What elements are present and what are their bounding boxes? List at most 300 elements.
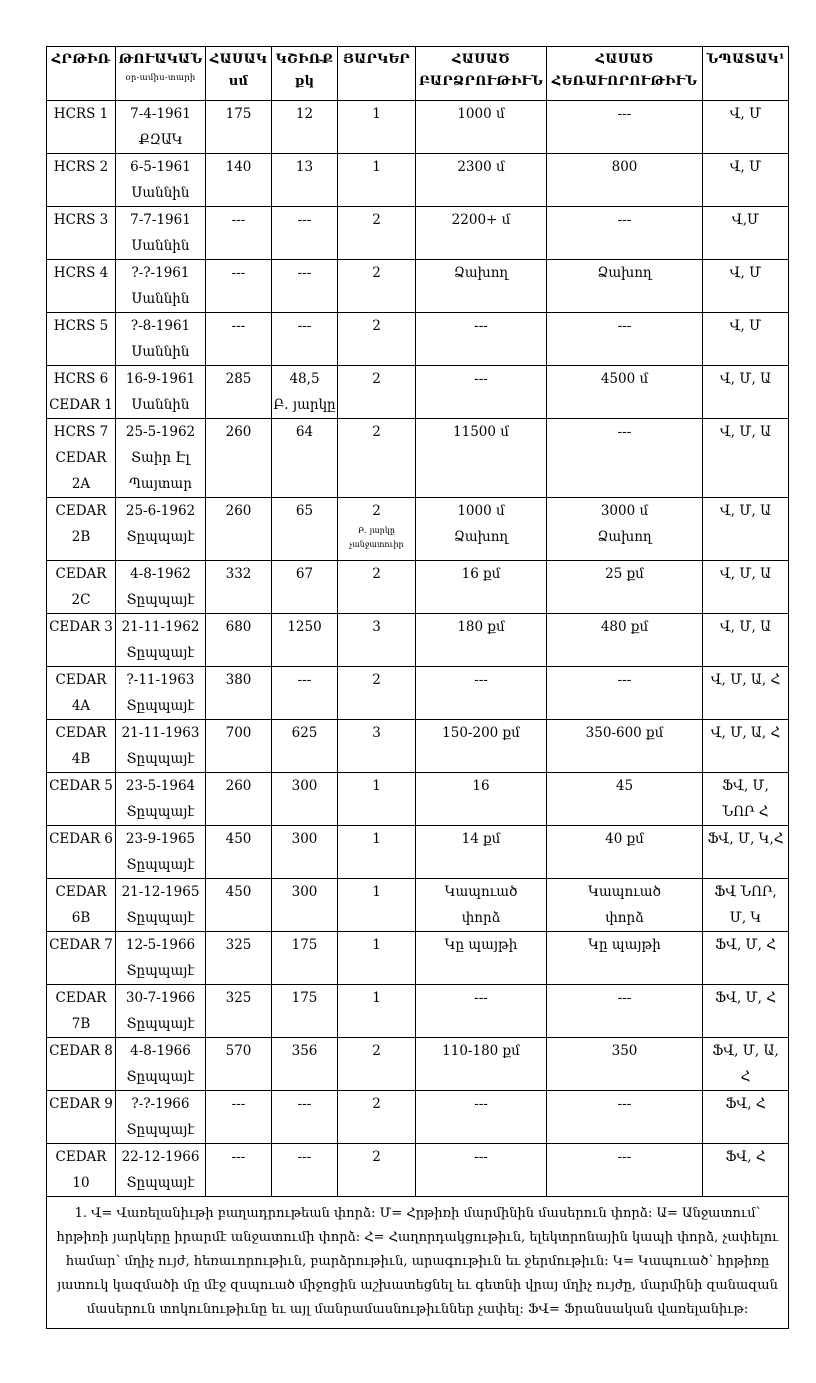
cell-text: CEDAR 8 — [49, 1043, 113, 1059]
cell-date — [116, 419, 206, 498]
column-header — [547, 47, 703, 101]
cell-length — [206, 101, 272, 154]
cell-weight — [272, 498, 338, 561]
cell-text: Սաննին — [131, 344, 190, 360]
cell-weight — [272, 1038, 338, 1091]
cell-weight — [272, 366, 338, 419]
cell-text: Ձախող — [597, 265, 652, 281]
cell-text: 1 — [372, 884, 381, 900]
cell-text: 800 — [611, 159, 638, 175]
table-row — [47, 1091, 789, 1144]
column-header-label: ՀԱՍԱԾ — [595, 52, 654, 67]
cell-text: 2200+ մ — [451, 212, 511, 228]
cell-purpose — [703, 1038, 789, 1091]
table-row — [47, 207, 789, 260]
cell-text: Կը պայթի — [444, 937, 518, 953]
cell-weight — [272, 667, 338, 720]
table-header-row — [47, 47, 789, 101]
cell-text: --- — [231, 265, 246, 281]
cell-text: 6-5-1961 — [130, 159, 191, 175]
cell-purpose — [703, 985, 789, 1038]
cell-length — [206, 561, 272, 614]
cell-range — [547, 720, 703, 773]
cell-stages — [338, 1091, 416, 1144]
rocket-launch-table — [46, 46, 789, 1329]
cell-date — [116, 101, 206, 154]
cell-stages — [338, 879, 416, 932]
column-header — [47, 47, 116, 101]
cell-text: 64 — [295, 424, 314, 440]
cell-text: 700 — [225, 725, 252, 741]
cell-date — [116, 561, 206, 614]
cell-text: --- — [474, 1096, 488, 1112]
cell-date — [116, 1144, 206, 1197]
cell-range — [547, 154, 703, 207]
cell-text: 1 — [372, 937, 381, 953]
cell-text: 2C — [71, 592, 91, 608]
table-row — [47, 561, 789, 614]
cell-range — [547, 207, 703, 260]
table-row — [47, 498, 789, 561]
cell-text: Վ, Մ, Ա, Հ — [710, 672, 781, 688]
cell-text: 1 — [372, 106, 381, 122]
cell-text: 6B — [71, 910, 91, 926]
cell-text: Պայտար — [129, 476, 192, 492]
cell-purpose — [703, 154, 789, 207]
column-header-label: ՅԱՐԿԵՐ — [343, 52, 410, 67]
cell-purpose — [703, 826, 789, 879]
cell-text: 110-180 քմ — [442, 1043, 520, 1059]
cell-text: Տըպպայէ — [126, 1175, 195, 1191]
cell-weight — [272, 313, 338, 366]
cell-text: 325 — [225, 937, 252, 953]
cell-date — [116, 773, 206, 826]
cell-text: 300 — [291, 884, 318, 900]
cell-text: --- — [617, 1096, 632, 1112]
table-row — [47, 720, 789, 773]
cell-text: Վ, Մ, Ա — [719, 424, 772, 440]
cell-text: Վ, Մ — [729, 159, 762, 175]
cell-text: 14 քմ — [461, 831, 501, 847]
cell-text: Տըպպայէ — [126, 963, 195, 979]
column-header — [338, 47, 416, 101]
cell-text: 13 — [295, 159, 314, 175]
cell-purpose — [703, 667, 789, 720]
cell-rocket — [47, 985, 116, 1038]
cell-stages — [338, 826, 416, 879]
cell-rocket — [47, 932, 116, 985]
cell-text: 23-5-1964 — [125, 778, 196, 794]
cell-text: 625 — [291, 725, 318, 741]
cell-stages — [338, 366, 416, 419]
cell-text: 48,5 — [289, 371, 320, 387]
column-header-label: ԹՈՒԱԿԱՆ — [118, 52, 203, 67]
cell-text: CEDAR 6 — [49, 831, 113, 847]
cell-altitude — [416, 879, 547, 932]
cell-text: Ձախող — [453, 529, 509, 545]
cell-text: --- — [474, 990, 488, 1006]
cell-length — [206, 313, 272, 366]
cell-length — [206, 154, 272, 207]
cell-altitude — [416, 720, 547, 773]
cell-text: HCRS 6 — [53, 371, 109, 387]
cell-text: 23-9-1965 — [125, 831, 196, 847]
cell-text: 2 — [372, 318, 381, 334]
cell-purpose — [703, 498, 789, 561]
cell-altitude — [416, 313, 547, 366]
column-header-sublabel: օր-ամիս-տարի — [125, 73, 196, 83]
cell-text: 300 — [291, 778, 318, 794]
cell-purpose — [703, 773, 789, 826]
cell-length — [206, 720, 272, 773]
cell-text: CEDAR — [55, 725, 107, 741]
table-row — [47, 985, 789, 1038]
cell-text: ?-8-1961 — [130, 318, 191, 334]
cell-purpose — [703, 932, 789, 985]
cell-text: 1000 մ — [457, 503, 505, 519]
cell-date — [116, 1038, 206, 1091]
cell-text: 4-8-1962 — [130, 566, 191, 582]
cell-length — [206, 260, 272, 313]
cell-text: 4500 մ — [600, 371, 649, 387]
cell-range — [547, 614, 703, 667]
cell-text: 285 — [225, 371, 252, 387]
cell-text: HCRS 5 — [53, 318, 109, 334]
cell-weight — [272, 419, 338, 498]
table-row — [47, 1144, 789, 1197]
cell-stages — [338, 614, 416, 667]
cell-range — [547, 879, 703, 932]
cell-rocket — [47, 366, 116, 419]
cell-range — [547, 101, 703, 154]
cell-text: 260 — [225, 778, 252, 794]
cell-rocket — [47, 207, 116, 260]
cell-purpose — [703, 614, 789, 667]
cell-rocket — [47, 419, 116, 498]
cell-text: Վ, Մ — [729, 265, 762, 281]
cell-text: 4-8-1966 — [130, 1043, 191, 1059]
cell-length — [206, 207, 272, 260]
cell-text: --- — [474, 1149, 488, 1165]
table-row — [47, 826, 789, 879]
cell-rocket — [47, 720, 116, 773]
cell-text: 450 — [225, 884, 252, 900]
cell-text: --- — [617, 318, 632, 334]
cell-text: 4A — [71, 698, 91, 714]
cell-rocket — [47, 879, 116, 932]
cell-range — [547, 667, 703, 720]
cell-text: Բ. յարկը — [273, 397, 336, 413]
cell-text: 2 — [372, 1096, 381, 1112]
cell-stages — [338, 773, 416, 826]
cell-text: 2 — [372, 566, 381, 582]
cell-text: Տըպպայէ — [126, 698, 195, 714]
cell-purpose — [703, 207, 789, 260]
cell-weight — [272, 260, 338, 313]
cell-stages — [338, 260, 416, 313]
cell-text: --- — [474, 672, 488, 688]
cell-text: HCRS 2 — [53, 159, 109, 175]
cell-text: 2 — [372, 424, 381, 440]
cell-stages — [338, 498, 416, 561]
cell-length — [206, 366, 272, 419]
table-row — [47, 154, 789, 207]
cell-text: HCRS 7 — [53, 424, 109, 440]
cell-text: Վ, Մ, Ա — [719, 566, 772, 582]
cell-text: ՖՎ, Մ, Կ,Հ — [707, 831, 784, 847]
cell-stages — [338, 985, 416, 1038]
cell-weight — [272, 154, 338, 207]
cell-weight — [272, 1144, 338, 1197]
cell-text: CEDAR — [55, 566, 107, 582]
column-header-unit: ՀԵՌԱՒՈՐՈՒԹԻՒՆ — [551, 74, 698, 89]
cell-altitude — [416, 1038, 547, 1091]
cell-date — [116, 985, 206, 1038]
cell-text: ՔԶԱԿ — [138, 132, 183, 148]
cell-weight — [272, 773, 338, 826]
column-header — [116, 47, 206, 101]
cell-text: --- — [617, 424, 632, 440]
cell-text: CEDAR — [55, 1149, 107, 1165]
cell-text: 2 — [372, 672, 381, 688]
cell-stages — [338, 419, 416, 498]
cell-text: --- — [297, 212, 312, 228]
table-row — [47, 313, 789, 366]
cell-text: --- — [231, 1149, 246, 1165]
cell-text: ՖՎ, Մ, Հ — [715, 990, 776, 1006]
cell-text: 4B — [71, 751, 91, 767]
cell-range — [547, 985, 703, 1038]
cell-text: 1250 — [287, 619, 322, 635]
cell-text: 16 քմ — [461, 566, 501, 582]
cell-weight — [272, 207, 338, 260]
cell-text: --- — [297, 1096, 312, 1112]
cell-weight — [272, 985, 338, 1038]
cell-stages — [338, 1144, 416, 1197]
cell-altitude — [416, 101, 547, 154]
cell-date — [116, 207, 206, 260]
cell-text: CEDAR — [55, 990, 107, 1006]
cell-text: 21-11-1962 — [121, 619, 200, 635]
table-row — [47, 879, 789, 932]
cell-text: 1 — [372, 990, 381, 1006]
cell-text: 7-7-1961 — [130, 212, 191, 228]
cell-text: 2 — [372, 1149, 381, 1165]
cell-date — [116, 614, 206, 667]
cell-range — [547, 1038, 703, 1091]
cell-stages — [338, 720, 416, 773]
cell-date — [116, 879, 206, 932]
cell-text: CEDAR 5 — [49, 778, 113, 794]
cell-date — [116, 826, 206, 879]
cell-purpose — [703, 1144, 789, 1197]
cell-range — [547, 260, 703, 313]
cell-text: Տըպպայէ — [126, 857, 195, 873]
cell-text: Տըպպայէ — [126, 592, 195, 608]
cell-altitude — [416, 419, 547, 498]
cell-text: Տըպպայէ — [126, 1122, 195, 1138]
cell-range — [547, 561, 703, 614]
cell-text: 67 — [295, 566, 314, 582]
cell-rocket — [47, 561, 116, 614]
cell-text: Տըպպայէ — [126, 910, 195, 926]
cell-text: ՖՎ, Մ, — [722, 778, 769, 794]
cell-text: Կապուած — [588, 884, 661, 900]
cell-text: ?-?-1966 — [131, 1096, 190, 1112]
cell-purpose — [703, 879, 789, 932]
cell-rocket — [47, 101, 116, 154]
cell-text: ՖՎ ՆՈՐ, — [714, 884, 777, 900]
cell-text: 22-12-1966 — [121, 1149, 200, 1165]
cell-text: փորձ — [461, 910, 501, 926]
table-row — [47, 667, 789, 720]
cell-weight — [272, 879, 338, 932]
cell-note: Բ. յարկը — [358, 526, 395, 535]
cell-text: Տըպպայէ — [126, 751, 195, 767]
cell-stages — [338, 1038, 416, 1091]
table-row — [47, 419, 789, 498]
cell-text: 570 — [225, 1043, 252, 1059]
cell-text: 480 քմ — [600, 619, 649, 635]
cell-date — [116, 498, 206, 561]
cell-rocket — [47, 498, 116, 561]
cell-text: 260 — [225, 503, 252, 519]
cell-text: Սաննին — [131, 185, 190, 201]
cell-text: 1 — [372, 778, 381, 794]
cell-length — [206, 1091, 272, 1144]
cell-altitude — [416, 826, 547, 879]
cell-purpose — [703, 101, 789, 154]
cell-purpose — [703, 561, 789, 614]
cell-text: Սաննին — [131, 238, 190, 254]
cell-text: --- — [617, 990, 632, 1006]
cell-date — [116, 154, 206, 207]
cell-text: փորձ — [605, 910, 644, 926]
cell-text: Տըպպայէ — [126, 1016, 195, 1032]
cell-text: --- — [231, 318, 246, 334]
cell-text: CEDAR 1 — [49, 397, 113, 413]
cell-text: 380 — [225, 672, 252, 688]
cell-length — [206, 1144, 272, 1197]
cell-weight — [272, 101, 338, 154]
cell-text: 175 — [225, 106, 252, 122]
cell-text: Տըպպայէ — [126, 529, 195, 545]
cell-text: 12-5-1966 — [125, 937, 196, 953]
cell-date — [116, 313, 206, 366]
cell-rocket — [47, 667, 116, 720]
column-header-unit: սմ — [228, 74, 249, 89]
cell-text: 175 — [291, 990, 318, 1006]
cell-text: 1000 մ — [457, 106, 505, 122]
cell-stages — [338, 561, 416, 614]
cell-altitude — [416, 773, 547, 826]
cell-length — [206, 773, 272, 826]
cell-text: Վ, Մ — [729, 106, 762, 122]
cell-text: CEDAR 3 — [49, 619, 113, 635]
table-row — [47, 614, 789, 667]
cell-text: 25-5-1962 — [125, 424, 196, 440]
cell-text: 2 — [372, 212, 381, 228]
table-body — [47, 101, 789, 1197]
cell-text: 2 — [372, 265, 381, 281]
cell-text: CEDAR — [55, 503, 107, 519]
cell-text: --- — [617, 212, 632, 228]
table-row — [47, 101, 789, 154]
cell-text: 12 — [295, 106, 314, 122]
cell-stages — [338, 207, 416, 260]
cell-rocket — [47, 154, 116, 207]
cell-text: --- — [297, 318, 312, 334]
table-row — [47, 932, 789, 985]
cell-date — [116, 932, 206, 985]
cell-text: --- — [617, 1149, 632, 1165]
table-row — [47, 1038, 789, 1091]
cell-text: Տըպպայէ — [126, 1069, 195, 1085]
cell-text: Ձախող — [453, 265, 509, 281]
cell-text: ?-?-1961 — [131, 265, 190, 281]
cell-text: 7-4-1961 — [130, 106, 191, 122]
cell-text: --- — [297, 265, 312, 281]
cell-range — [547, 1144, 703, 1197]
cell-text: CEDAR 9 — [49, 1096, 113, 1112]
cell-rocket — [47, 614, 116, 667]
cell-text: CEDAR — [55, 450, 107, 466]
column-header — [272, 47, 338, 101]
cell-text: 3 — [372, 619, 381, 635]
cell-range — [547, 498, 703, 561]
cell-text: 356 — [291, 1043, 318, 1059]
cell-date — [116, 260, 206, 313]
column-header-unit: քկ — [294, 74, 315, 89]
cell-length — [206, 932, 272, 985]
cell-weight — [272, 1091, 338, 1144]
cell-text: 450 — [225, 831, 252, 847]
cell-stages — [338, 313, 416, 366]
cell-rocket — [47, 260, 116, 313]
cell-rocket — [47, 773, 116, 826]
cell-range — [547, 773, 703, 826]
cell-weight — [272, 932, 338, 985]
cell-text: ՖՎ, Մ, Հ — [715, 937, 776, 953]
cell-text: Վ, Մ, Ա — [719, 619, 772, 635]
document-page — [46, 46, 788, 1329]
cell-text: Վ, Մ, Ա — [719, 371, 772, 387]
cell-length — [206, 879, 272, 932]
column-header-unit: ԲԱՐՁՐՈՒԹԻՒՆ — [418, 74, 544, 89]
cell-text: 1 — [372, 159, 381, 175]
cell-text: 180 քմ — [457, 619, 505, 635]
cell-text: ՖՎ, Հ — [725, 1149, 766, 1165]
cell-text: 40 քմ — [605, 831, 644, 847]
cell-text: ?-11-1963 — [126, 672, 195, 688]
cell-weight — [272, 561, 338, 614]
cell-altitude — [416, 561, 547, 614]
cell-range — [547, 419, 703, 498]
column-header-label: ՀԱՍԱԿ — [209, 52, 268, 67]
cell-stages — [338, 101, 416, 154]
cell-text: 16-9-1961 — [125, 371, 196, 387]
cell-text: ՆՈՐ Հ — [722, 804, 769, 820]
cell-text: 3000 մ — [600, 503, 649, 519]
cell-text: Մ, Կ — [729, 910, 762, 926]
cell-text: 16 — [472, 778, 490, 794]
cell-range — [547, 932, 703, 985]
cell-text: Կը պայթի — [588, 937, 661, 953]
cell-text: --- — [474, 318, 488, 334]
cell-purpose — [703, 260, 789, 313]
table-row — [47, 366, 789, 419]
cell-text: HCRS 3 — [53, 212, 109, 228]
